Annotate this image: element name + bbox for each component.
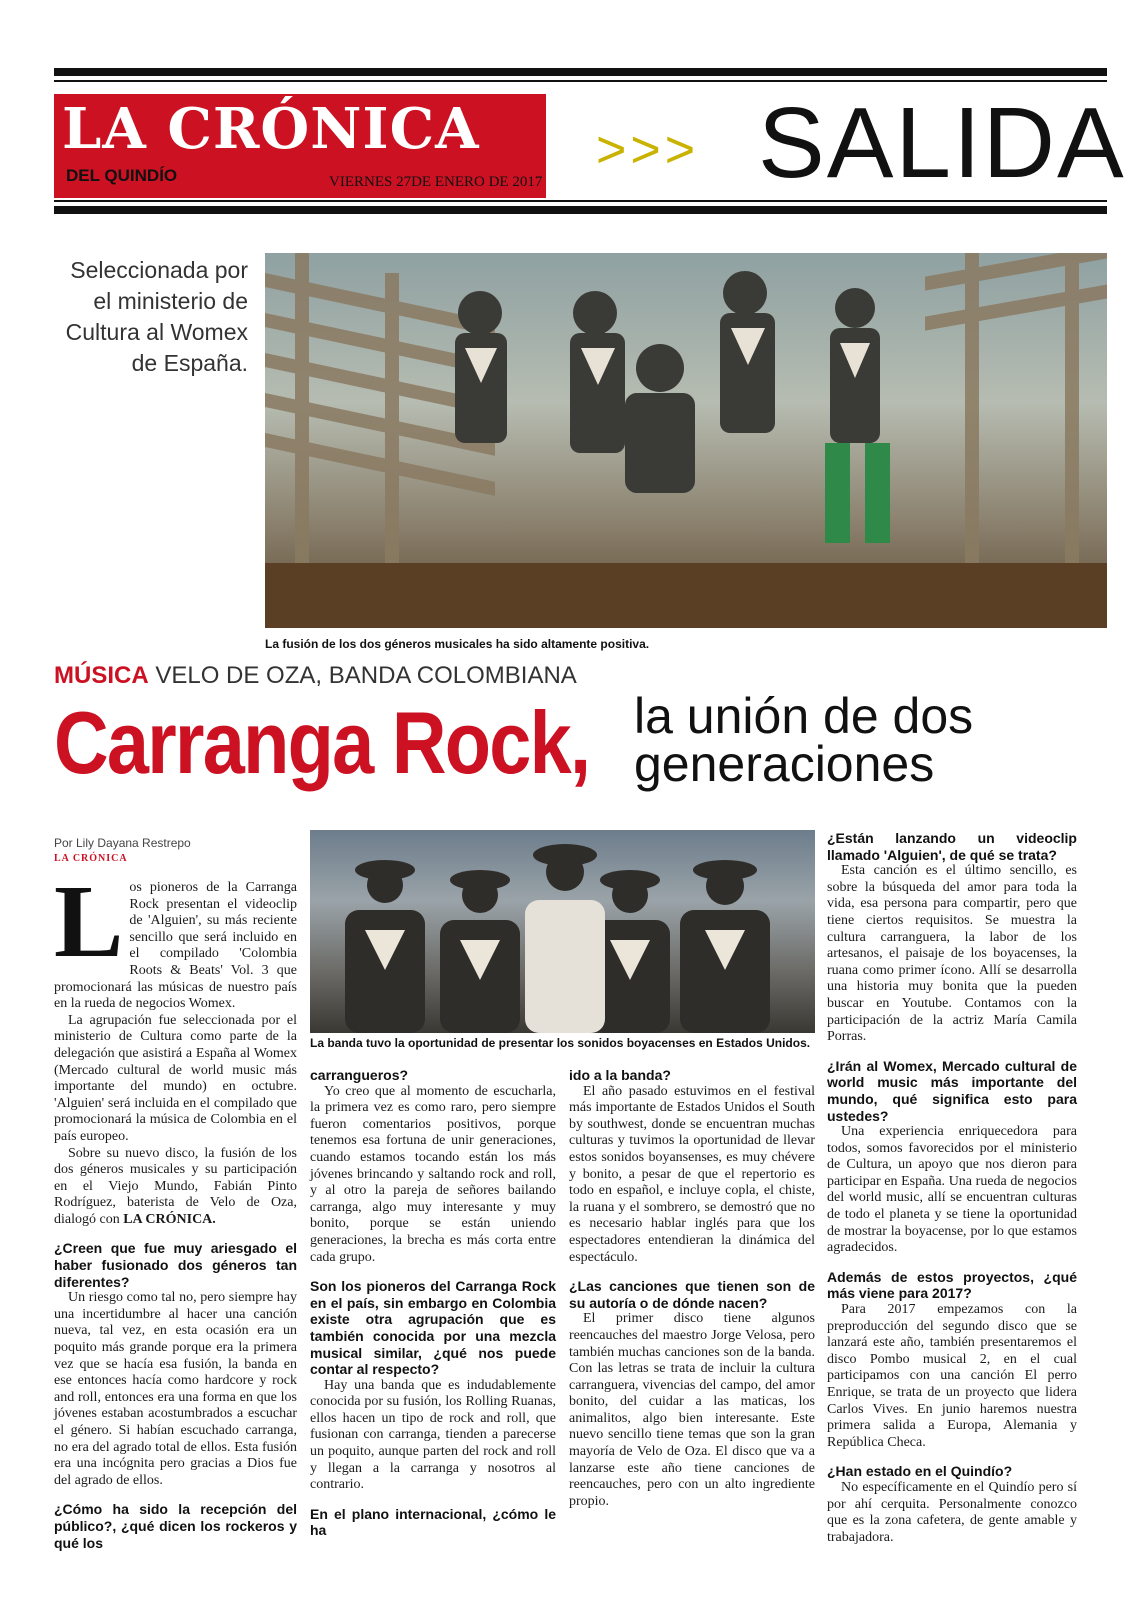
interview-answer: Yo creo que al momento de escucharla, la primera vez es como raro, pero siempre fueron comentarios positivos, porque tenemos esa fortuna de unir generaciones, cuando estamos tocando están los más jóvenes brincando y saltando rock and roll, y al otro la pareja de señores bailando carranga, algo muy interesante y muy bonito, porque se están uniendo generaciones, la brecha es más corta entre cada grupo.: [310, 1083, 556, 1265]
kicker-text: VELO DE OZA, BANDA COLOMBIANA: [155, 662, 577, 689]
article-column-3: [569, 1067, 815, 1510]
byline-author: Por Lily Dayana Restrepo: [54, 836, 191, 850]
article-column-4: [827, 830, 1077, 1546]
section-arrows-icon: >>>: [596, 121, 700, 179]
band-photo-group-illustration: [310, 830, 815, 1033]
interview-question: ¿Irán al Womex, Mercado cultural de world music más importante del mundo, qué significa esto para ustedes?: [827, 1057, 1077, 1124]
article-column-1: [54, 864, 297, 1551]
interview-question: ¿Las canciones que tienen son de su autoría o de dónde nacen?: [569, 1278, 815, 1311]
interview-question: Además de estos proyectos, ¿qué más viene para 2017?: [827, 1268, 1077, 1302]
interview-question: carrangueros?: [310, 1067, 409, 1083]
article-paragraph: [54, 1146, 297, 1229]
dropcap-letter: L: [54, 864, 124, 979]
headline-kicker: [54, 662, 577, 690]
headline-secondary-line1: la unión de dos: [634, 688, 974, 744]
band-photo-group[interactable]: [310, 830, 815, 1033]
interview-answer: Una experiencia enriquecedora para todos, somos favorecidos por el ministerio de Cultura, un apoyo que nos dieron para participar en España. Una rueda de negocios del world music, allí se encuentran culturas de todo el planeta y se tiene la oportunidad de mostrar la boyacense, por lo que estamos agradecidos.: [827, 1124, 1077, 1256]
band-photo-truck[interactable]: [265, 253, 1107, 628]
interview-question: Son los pioneros del Carranga Rock en el país, sin embargo en Colombia existe otra agrupación que es también conocida por una mezcla musical similar, ¿qué nos puede contar al respecto?: [310, 1278, 556, 1378]
photo-caption-group: La banda tuvo la oportunidad de presentar los sonidos boyacenses en Estados Unidos.: [310, 1036, 811, 1050]
interview-answer: Esta canción es el último sencillo, es sobre la búsqueda del amor para toda la vida, esa persona para compartir, pero que tiene ciertos requisitos. Se muestra la cultura carranguera, la labor de los artesanos, el paisaje de los boyacenses, la ruana como primer ícono. Allí se desarrolla una historia muy bonita que la pueden buscar en Youtube. Contamos con la participación de la actriz María Camila Porras.: [827, 863, 1077, 1045]
issue-date: VIERNES 27DE ENERO DE 2017: [329, 174, 543, 190]
interview-question: ido a la banda?: [569, 1067, 671, 1083]
interview-answer: El año pasado estuvimos en el festival más importante de Estados Unidos el South by southwest, donde se encuentran muchas culturas y tuvimos la oportunidad de llevar estos sonidos boyansenses, es muy chévere y bonito, a pesar de que el repertorio es todo en español, e incluye copla, el chiste, la ruana y el sombrero, se demostró que no es necesario hablar inglés para que los espectadores entendieran la dinámica del espectáculo.: [569, 1083, 815, 1265]
interview-question: ¿Están lanzando un videoclip llamado 'Alguien', de qué se trata?: [827, 830, 1077, 863]
interview-answer: Para 2017 empezamos con la preproducción del segundo disco que se lanzará este año, también presentaremos el disco Pombo musical 2, en el cual participamos con una canción El perro Enrique, se trata de un proyecto que lidera Carlos Vives. En junio haremos nuestra primera salida a Europa, Alemania y República Checa.: [827, 1302, 1077, 1450]
band-photo-truck-illustration: [265, 253, 1107, 628]
publication-name: LA CRÓNICA.: [123, 1211, 216, 1227]
article-deck: Seleccionada por el ministerio de Cultura al Womex de España.: [65, 257, 248, 376]
interview-question: ¿Creen que fue muy ariesgado el haber fusionado dos géneros tan diferentes?: [54, 1240, 297, 1290]
section-title: SALIDA: [758, 87, 1126, 199]
masthead-subtitle: DEL QUINDÍO: [66, 166, 178, 185]
photo-caption-main: La fusión de los dos géneros musicales ha sido altamente positiva.: [265, 637, 650, 651]
interview-answer: El primer disco tiene algunos reencauches del maestro Jorge Velosa, pero también muchas canciones son de la banda. Con las letras se trata de incluir la cultura carranguera, vivencias del campo, del amor bonito, del cuidar a las maticas, los animalitos, algo bien interesante. Este nuevo sencillo tiene temas que son la gran mayoría de Velo de Oza. El disco que va a lanzarse este año tiene canciones de reencauches, pero con un alto ingrediente propio.: [569, 1311, 815, 1509]
headline-secondary-line2: generaciones: [634, 736, 935, 792]
header-rule-top: [54, 68, 1107, 76]
article-column-2: [310, 1067, 556, 1539]
interview-answer: No específicamente en el Quindío pero sí por ahí cerquita. Personalmente conozco que es la zona cafetera, de gente amable y trabajadora.: [827, 1479, 1077, 1545]
article-paragraph: [54, 864, 297, 1013]
interview-question: ¿Cómo ha sido la recepción del público?, ¿qué dicen los rockeros y qué los: [54, 1501, 297, 1551]
masthead-title: LA CRÓNICA: [62, 96, 480, 162]
header-rule-bottom-thin: [54, 200, 1107, 202]
interview-question: ¿Han estado en el Quindío?: [827, 1463, 1013, 1480]
interview-answer: Un riesgo como tal no, pero siempre hay una incertidumbre al hacer una canción nueva, tal vez, en esta ocasión era un poquito más grande porque era la primera vez que se hacía esa fusión, la banda en ese entonces hacía como hardcore y rock and roll, entonces era una forma en que los jóvenes estaban acostumbrados a escuchar el género. Si habían escuchado carranga, no era del agrado total de ellos. Esta fusión era una incógnita pero gracias a Dios fue del agrado de ellos.: [54, 1290, 297, 1488]
header-rule-top-thin: [54, 80, 1107, 82]
headline-main: Carranga Rock,: [54, 693, 590, 792]
headline-secondary: [634, 688, 974, 792]
article-text: os pioneros de la Carranga Rock presentan el videoclip de 'Alguien', su más reciente sencillo que será incluido en el compilado 'Colombia Roots & Beats' Vol. 3 que promocionará las músicas de nuestro país en la rueda de negocios Womex.: [54, 880, 297, 1012]
kicker-section: MÚSICA: [54, 662, 149, 689]
byline-source: LA CRÓNICA: [54, 853, 128, 864]
header-rule-bottom: [54, 206, 1107, 214]
article-paragraph: La agrupación fue seleccionada por el ministerio de Cultura como parte de la delegación que asistirá a España al Womex (Mercado cultural de world music más importante del mundo) en octubre. 'Alguien' será incluida en el compilado que promocionará la música de Colombia en el país europeo.: [54, 1012, 297, 1144]
masthead-logo[interactable]: [54, 94, 546, 198]
interview-question: En el plano internacional, ¿cómo le ha: [310, 1505, 556, 1539]
interview-answer: Hay una banda que es indudablemente conocida por su fusión, los Rolling Ruanas, ellos hacen un tipo de rock and roll, que fusionan con carranga, tienden a parecerse un poquito, aunque parten del rock and roll y llegan a la carranga y nosotros al contrario.: [310, 1377, 556, 1493]
article-text: Sobre su nuevo disco, la fusión de los dos géneros musicales y su participación en el Viejo Mundo, Fabián Pinto Rodríguez, baterista de Velo de Oza, dialogó con: [54, 1145, 297, 1227]
